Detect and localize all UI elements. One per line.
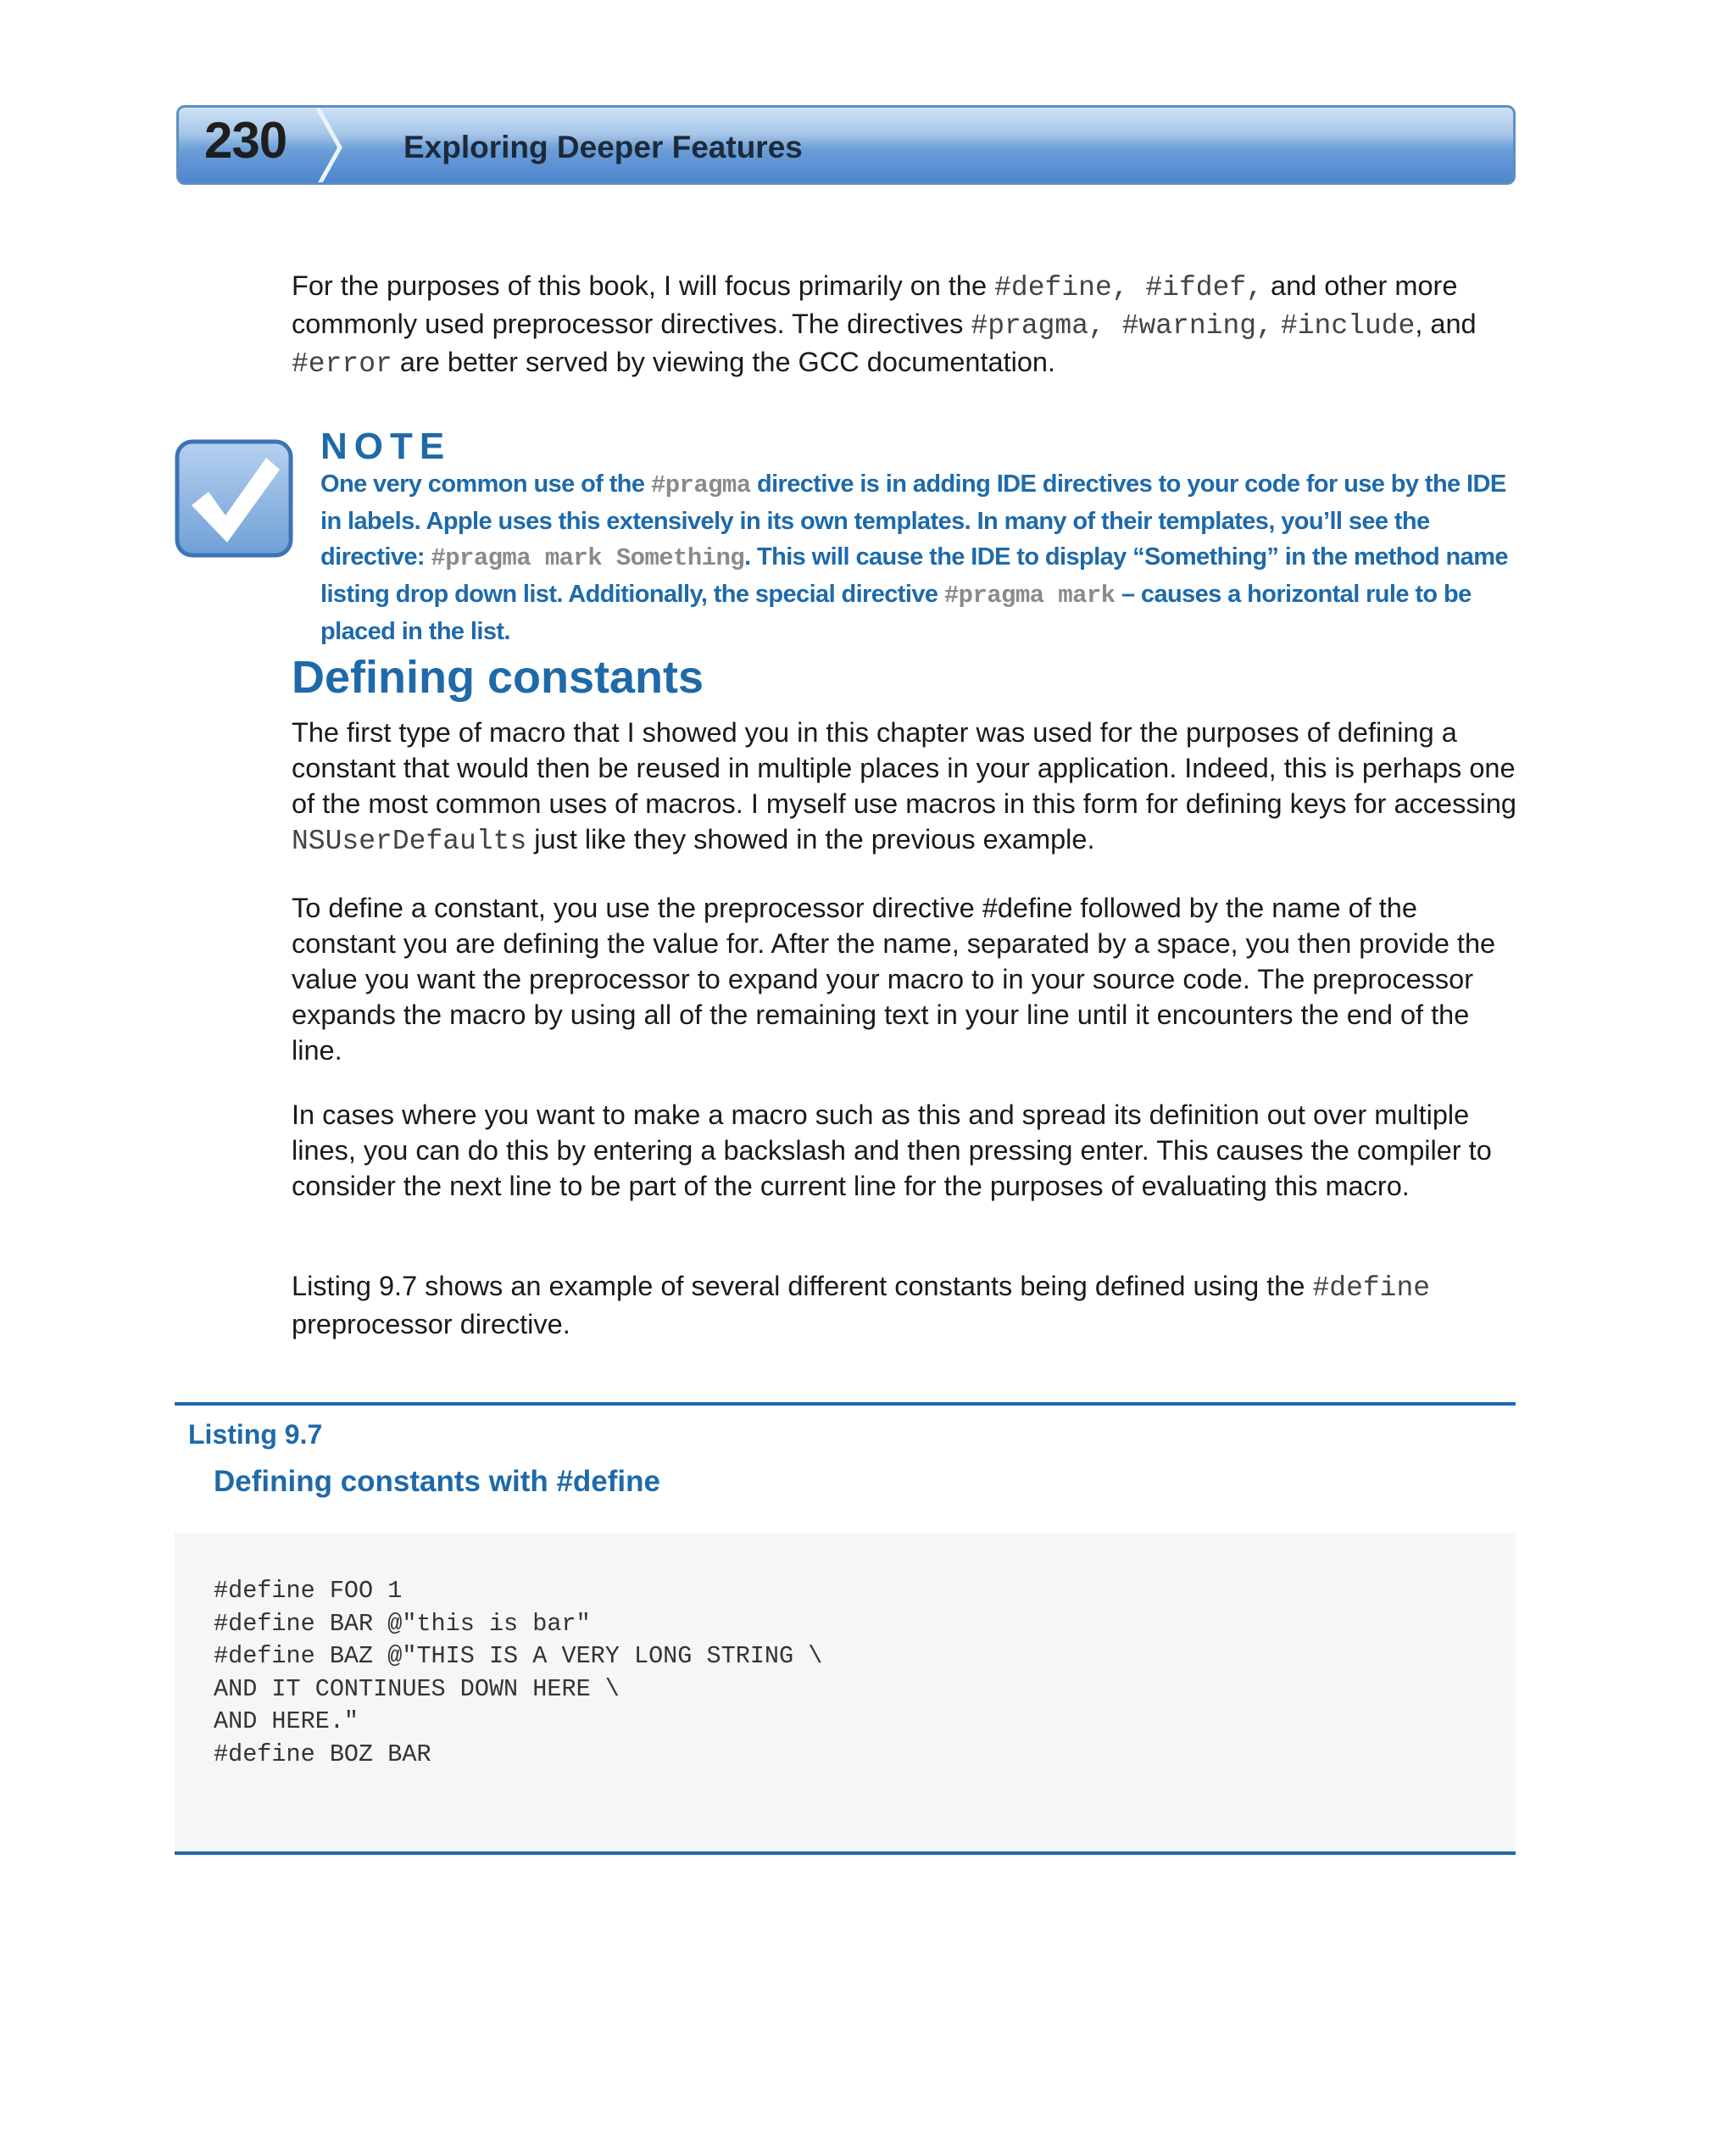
code-line: AND HERE." — [214, 1707, 359, 1735]
listing-title: Defining constants with #define — [214, 1465, 660, 1498]
code-line: AND IT CONTINUES DOWN HERE \ — [214, 1674, 620, 1703]
note-text-3: . This will cause the IDE to display “Something” in the method name listing drop down list. Additionally, the special directive — [320, 543, 1508, 608]
section-paragraph-1 — [292, 715, 1521, 860]
checkmark-icon — [175, 439, 293, 558]
p1-text-2: just like they showed in the previous example. — [526, 824, 1095, 855]
intro-code-4: #error — [292, 348, 392, 380]
p1-code-1: NSUserDefaults — [292, 826, 527, 857]
p1-text-1: The first type of macro that I showed you in this chapter was used for the purposes of defining a constant that would then be reused in multiple places in your application. Indeed, this is perhaps one of the most common uses of macros. I myself use macros in this form for defining keys for accessing — [292, 717, 1516, 819]
intro-code-1: #define, #ifdef, — [994, 272, 1263, 303]
p4-text-2: preprocessor directive. — [292, 1309, 570, 1339]
page-number-box — [179, 108, 323, 182]
section-paragraph-4 — [292, 1268, 1521, 1342]
note-text-2: directive is in adding IDE directives to your code for use by the IDE in labels. Apple uses this extensively in its own templates. In many of their templates, you’ll see the directive: — [320, 470, 1506, 571]
chevron-divider-icon — [313, 105, 347, 185]
intro-text-4: , and — [1415, 309, 1477, 339]
code-block — [214, 1575, 822, 1771]
listing-top-rule — [175, 1402, 1516, 1406]
listing-label: Listing 9.7 — [188, 1419, 323, 1450]
intro-text-2: and other more commonly used preprocessor directives. The directives — [292, 270, 1458, 339]
intro-code-3: #include — [1280, 310, 1416, 342]
code-line: #define BAR @"this is bar" — [214, 1609, 591, 1638]
code-line: #define BOZ BAR — [214, 1740, 431, 1768]
note-code-3: #pragma mark — [943, 582, 1116, 610]
code-line: #define FOO 1 — [214, 1577, 403, 1605]
intro-text-5: are better served by viewing the GCC documentation. — [392, 347, 1056, 377]
section-heading: Defining constants — [292, 652, 704, 703]
intro-code-2: #pragma, #warning, — [971, 310, 1273, 342]
intro-paragraph — [292, 268, 1521, 382]
intro-text-1: For the purposes of this book, I will focus primarily on the — [292, 270, 995, 301]
section-paragraph-3: In cases where you want to make a macro such as this and spread its definition out over multiple lines, you can do this by entering a backslash and then pressing enter. This causes the compiler to consider the next line to be part of the current line for the purposes of evaluating this macro. — [292, 1100, 1492, 1201]
section-paragraph-2: To define a constant, you use the preprocessor directive #define followed by the name of the constant you are defining the value for. After the name, separated by a space, you then provide the value you want the preprocessor to expand your macro to in your source code. The preprocessor expands the macro by using all of the remaining text in your line until it encounters the end of the line. — [292, 893, 1496, 1066]
p4-code-1: #define — [1312, 1272, 1431, 1304]
page-number: 230 — [204, 112, 287, 169]
p4-text-1: Listing 9.7 shows an example of several different constants being defined using the — [292, 1271, 1313, 1301]
code-line: #define BAZ @"THIS IS A VERY LONG STRING \ — [214, 1642, 823, 1670]
note-code-2: #pragma mark Something — [431, 544, 745, 572]
note-text-1: One very common use of the — [320, 470, 651, 498]
intro-text-3 — [1273, 309, 1281, 339]
listing-bottom-rule — [175, 1851, 1516, 1855]
note-text-4: – causes a horizontal rule to be placed in the list. — [320, 581, 1472, 645]
chapter-header-banner — [176, 105, 1516, 185]
chapter-title: Exploring Deeper Features — [403, 130, 803, 164]
note-text — [320, 466, 1524, 649]
note-title: NOTE — [320, 426, 452, 467]
note-code-1: #pragma — [650, 471, 751, 499]
